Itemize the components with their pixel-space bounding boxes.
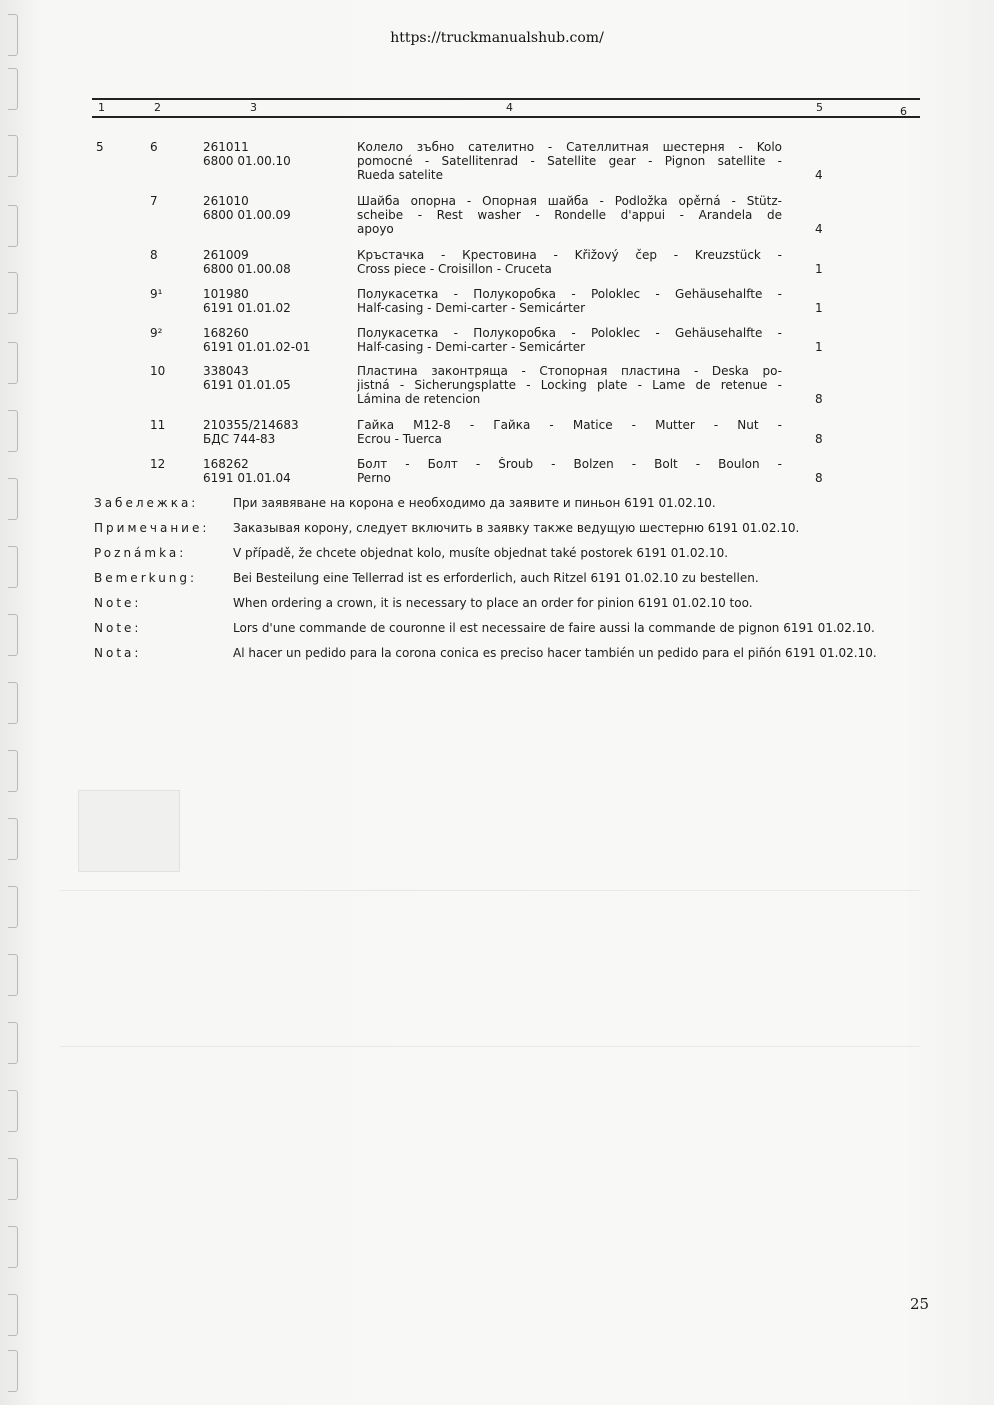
description-line: Гайка M12-8 - Гайка - Matice - Mutter - Nut - — [357, 418, 782, 432]
description-line: Cross piece - Croisillon - Cruceta — [357, 262, 552, 276]
part-code: 261010 — [203, 194, 249, 208]
part-description — [357, 418, 782, 446]
position-number: 9² — [150, 326, 163, 340]
description-line: Пластина законтряща - Стопорная пластина - Deska po- — [357, 364, 782, 378]
binder-hole — [8, 135, 18, 177]
part-codes — [203, 287, 291, 315]
position-number: 7 — [150, 194, 158, 208]
binder-hole — [8, 818, 18, 860]
part-codes — [203, 140, 291, 168]
quantity: 1 — [815, 301, 823, 315]
part-description — [357, 457, 782, 485]
bleed-through-lines — [60, 890, 920, 1091]
note-label: Note: — [94, 596, 142, 610]
part-description — [357, 287, 782, 315]
binder-hole — [8, 1022, 18, 1064]
note-label: Poznámka: — [94, 546, 187, 560]
header-col-2: 2 — [154, 101, 161, 114]
part-codes — [203, 457, 291, 485]
header-col-3: 3 — [250, 101, 257, 114]
description-line: apoyo — [357, 222, 394, 236]
description-line: Lámina de retencion — [357, 392, 481, 406]
part-code: 101980 — [203, 287, 249, 301]
description-line: Колело зъбно сателитно - Сателлитная шестерня - Kolo — [357, 140, 782, 154]
quantity: 8 — [815, 471, 823, 485]
description-line: pomocné - Satellitenrad - Satellite gear - Pignon satellite - — [357, 154, 782, 168]
part-code: 6191 01.01.02 — [203, 301, 291, 315]
position-number: 11 — [150, 418, 166, 432]
description-line: Rueda satelite — [357, 168, 444, 182]
binder-hole — [8, 205, 18, 247]
part-code: 6800 01.00.10 — [203, 154, 291, 168]
note-text: When ordering a crown, it is necessary to place an order for pinion 6191 01.02.10 too. — [233, 596, 753, 610]
position-number: 10 — [150, 364, 166, 378]
position-number: 9¹ — [150, 287, 163, 301]
description-line: Ecrou - Tuerca — [357, 432, 442, 446]
binder-hole — [8, 750, 18, 792]
note-text: V případě, že chcete objednat kolo, musíte objednat také postorek 6191 01.02.10. — [233, 546, 729, 560]
part-code: 210355/214683 — [203, 418, 299, 432]
description-line: Кръстачка - Крестовина - Křižový čep - Kreuzstück - — [357, 248, 782, 262]
header-col-5: 5 — [816, 101, 823, 114]
part-code: 168260 — [203, 326, 249, 340]
description-line: scheibe - Rest washer - Rondelle d'appui - Arandela de — [357, 208, 782, 222]
position-number: 8 — [150, 248, 158, 262]
binder-hole — [8, 682, 18, 724]
binder-hole — [8, 1294, 18, 1336]
binder-hole — [8, 272, 18, 314]
binder-hole — [8, 614, 18, 656]
description-line: Шайба опорна - Опорная шайба - Podložka opěrná - Stütz- — [357, 194, 782, 208]
description-line: Болт - Болт - Šroub - Bolzen - Bolt - Boulon - — [357, 457, 782, 471]
note-text: Bei Besteilung eine Tellerrad ist es erforderlich, auch Ritzel 6191 01.02.10 zu bestellen. — [233, 571, 759, 585]
description-line: Half-casing - Demi-carter - Semicárter — [357, 340, 586, 354]
description-line: jistná - Sicherungsplatte - Locking plate - Lame de retenue - — [357, 378, 782, 392]
table-header — [92, 98, 920, 118]
part-description — [357, 140, 782, 182]
binder-hole — [8, 1090, 18, 1132]
part-code: 338043 — [203, 364, 249, 378]
part-codes — [203, 248, 291, 276]
source-url[interactable]: https://truckmanualshub.com/ — [390, 30, 604, 46]
note-label: Bemerkung: — [94, 571, 198, 585]
part-code: БДС 744-83 — [203, 432, 276, 446]
binder-hole — [8, 546, 18, 588]
position-number: 6 — [150, 140, 158, 154]
header-col-4: 4 — [506, 101, 513, 114]
note-text: Al hacer un pedido para la corona conica es preciso hacer también un pedido para el piñón 6191 01.02.10. — [233, 646, 877, 660]
part-code: 168262 — [203, 457, 249, 471]
part-codes — [203, 326, 310, 354]
part-description — [357, 248, 782, 276]
position-number: 12 — [150, 457, 166, 471]
part-description — [357, 326, 782, 354]
part-code: 261009 — [203, 248, 249, 262]
note-label: Nota: — [94, 646, 142, 660]
part-code: 6800 01.00.09 — [203, 208, 291, 222]
note-text: Заказывая корону, следует включить в заявку также ведущую шестерню 6191 01.02.10. — [233, 521, 800, 535]
part-description — [357, 194, 782, 236]
part-codes — [203, 194, 291, 222]
quantity: 4 — [815, 222, 823, 236]
description-line: Полукасетка - Полукоробка - Poloklec - Gehäusehalfte - — [357, 326, 782, 340]
binder-hole — [8, 68, 18, 110]
part-code: 261011 — [203, 140, 249, 154]
header-col-6: 6 — [900, 105, 907, 118]
quantity: 8 — [815, 392, 823, 406]
part-code: 6800 01.00.08 — [203, 262, 291, 276]
quantity: 1 — [815, 340, 823, 354]
binder-hole — [8, 1350, 18, 1392]
page-number: 25 — [910, 1295, 930, 1313]
header-col-1: 1 — [98, 101, 105, 114]
note-label: Примечание: — [94, 521, 210, 535]
part-code: 6191 01.01.02-01 — [203, 340, 311, 354]
note-label: Забележка: — [94, 496, 199, 510]
note-label: Note: — [94, 621, 142, 635]
quantity: 4 — [815, 168, 823, 182]
part-description — [357, 364, 782, 406]
binder-hole — [8, 886, 18, 928]
binder-hole — [8, 410, 18, 452]
note-text: Lors d'une commande de couronne il est necessaire de faire aussi la commande de pignon 6191 01.02.10. — [233, 621, 875, 635]
part-codes — [203, 418, 299, 446]
group-number: 5 — [96, 140, 104, 154]
note-text: При заявяване на корона е необходимо да заявите и пиньон 6191 01.02.10. — [233, 496, 716, 510]
part-code: 6191 01.01.04 — [203, 471, 291, 485]
binder-hole — [8, 1226, 18, 1268]
binder-hole — [8, 1158, 18, 1200]
binder-hole — [8, 478, 18, 520]
quantity: 1 — [815, 262, 823, 276]
part-code: 6191 01.01.05 — [203, 378, 291, 392]
binder-hole — [8, 954, 18, 996]
part-codes — [203, 364, 291, 392]
bleed-through-box — [78, 790, 180, 872]
description-line: Half-casing - Demi-carter - Semicárter — [357, 301, 586, 315]
description-line: Perno — [357, 471, 391, 485]
binder-hole — [8, 342, 18, 384]
quantity: 8 — [815, 432, 823, 446]
description-line: Полукасетка - Полукоробка - Poloklec - Gehäusehalfte - — [357, 287, 782, 301]
